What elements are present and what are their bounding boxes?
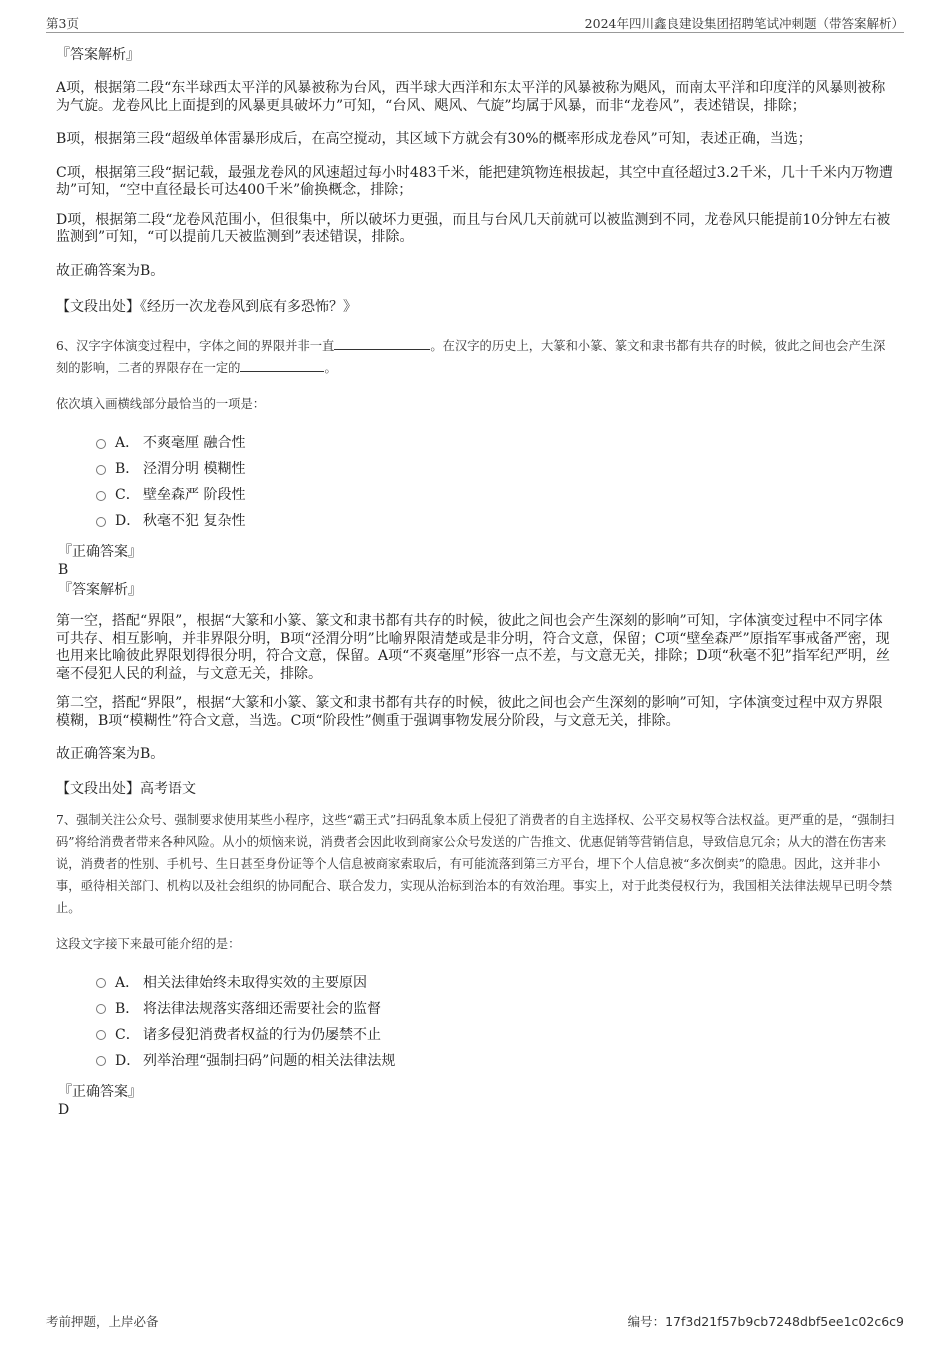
q6-prompt: 依次填入画横线部分最恰当的一项是： bbox=[56, 397, 266, 411]
footer-code bbox=[628, 1312, 904, 1330]
q7-prompt: 这段文字接下来最可能介绍的是： bbox=[56, 936, 241, 951]
q6-options bbox=[96, 429, 896, 533]
q6-stem bbox=[56, 335, 896, 379]
q7-option-a[interactable]: A． 相关法律始终未取得实效的主要原因 bbox=[96, 969, 896, 995]
footer-slogan: 考前押题，上岸必备 bbox=[46, 1314, 159, 1329]
q6-blank-1 bbox=[334, 337, 430, 350]
q7-option-d[interactable]: D． 列举治理“强制扫码”问题的相关法律法规 bbox=[96, 1047, 896, 1073]
q6-correct-answer: B bbox=[58, 562, 69, 578]
q7-stem: 7、强制关注公众号、强制要求使用某些小程序，这些“霸王式”扫码乱象本质上侵犯了消费者的自主选择权、公平交易权等合法权益。更严重的是，“强制扫码”将给消费者带来各种风险。从小的烦恼来说，消费者会因此收到商家公众号发送的广告推文、优惠促销等营销信息，导致信息冗余；从大的潜在伤害来说，消费者的性别、手机号、生日甚至身份证等个人信息被商家索取后，有可能流落到第三方平台，埋下个人信息被“多次倒卖”的隐患。因此，这并非小事，亟待相关部门、机构以及社会组织的协同配合、联合发力，实现从治标到治本的有效治理。事实上，对于此类侵权行为，我国相关法律法规早已明令禁止。 bbox=[56, 812, 895, 915]
q6-source: 【文段出处】高考语文 bbox=[56, 780, 196, 797]
q6-analysis-1: 第一空，搭配“界限”，根据“大篆和小篆、篆文和隶书都有共存的时候，彼此之间也会产生深刻的影响”可知，字体演变过程中不同字体可共存、相互影响，并非界限分明，B项“泾渭分明”比喻界限清楚或是非分明，符合文意，保留；C项“壁垒森严”原指军事戒备严密，现也用来比喻彼此界限划得很分明，符合文意，保留。A项“不爽毫厘”形容一点不差，与文意无关，排除；D项“秋毫不犯”指军纪严明，丝毫不侵犯人民的利益，与文意无关，排除。 bbox=[56, 613, 890, 682]
radio-icon[interactable] bbox=[96, 1056, 106, 1066]
prev-analysis-b: B项，根据第三段“超级单体雷暴形成后，在高空搅动，其区域下方就会有30%的概率形成龙卷风”可知，表述正确，当选； bbox=[56, 131, 812, 147]
prev-analysis-a: A项，根据第二段“东半球西太平洋的风暴被称为台风，西半球大西洋和东太平洋的风暴被称为飓风，而南太平洋和印度洋的风暴则被称为气旋。龙卷风比上面提到的风暴更具破坏力”可知，“台风、飓风、气旋”均属于风暴，而非“龙卷风”，表述错误，排除； bbox=[56, 80, 886, 114]
q6-analysis-label: 『答案解析』 bbox=[58, 582, 142, 598]
q6-analysis-2: 第二空，搭配“界限”，根据“大篆和小篆、篆文和隶书都有共存的时候，彼此之间也会产生深刻的影响”可知，字体演变过程中双方界限模糊，B项“模糊性”符合文意，当选。C项“阶段性”侧重于强调事物发展分阶段，与文意无关，排除。 bbox=[56, 695, 883, 729]
q6-correct-label: 『正确答案』 bbox=[58, 544, 142, 560]
radio-icon[interactable] bbox=[96, 491, 106, 501]
radio-icon[interactable] bbox=[96, 1004, 106, 1014]
prev-analysis-label: 『答案解析』 bbox=[56, 47, 140, 63]
prev-source: 【文段出处】《经历一次龙卷风到底有多恐怖？》 bbox=[56, 299, 357, 315]
radio-icon[interactable] bbox=[96, 978, 106, 988]
footer-code-label: 编号： bbox=[627, 1314, 666, 1329]
q6-stem-part3: 。 bbox=[324, 361, 337, 375]
document-title: 2024年四川鑫良建设集团招聘笔试冲刺题（带答案解析） bbox=[584, 16, 904, 31]
q6-stem-part1: 6、汉字字体演变过程中，字体之间的界限并非一直 bbox=[56, 339, 335, 353]
q7-options bbox=[96, 969, 896, 1073]
q7-option-c[interactable]: C． 诸多侵犯消费者权益的行为仍屡禁不止 bbox=[96, 1021, 896, 1047]
q6-option-b[interactable]: B． 泾渭分明 模糊性 bbox=[96, 455, 896, 481]
q6-stem-part2: 。在汉字的历史上，大篆和小篆、篆文和隶书都有共存的时候，彼此之间也会产生深刻的影响，二者的界限存在一定的 bbox=[56, 339, 886, 375]
q7-option-b[interactable]: B． 将法律法规落实落细还需要社会的监督 bbox=[96, 995, 896, 1021]
q6-blank-2 bbox=[240, 359, 324, 372]
q6-option-d[interactable]: D． 秋毫不犯 复杂性 bbox=[96, 507, 896, 533]
radio-icon[interactable] bbox=[96, 439, 106, 449]
radio-icon[interactable] bbox=[96, 517, 106, 527]
q7-correct-label: 『正确答案』 bbox=[58, 1083, 142, 1100]
q6-conclusion: 故正确答案为B。 bbox=[56, 746, 165, 762]
footer-code-value: 17f3d21f57b9cb7248dbf5ee1c02c6c9 bbox=[665, 1314, 904, 1329]
prev-conclusion: 故正确答案为B。 bbox=[56, 262, 165, 279]
radio-icon[interactable] bbox=[96, 1030, 106, 1040]
page-content bbox=[56, 44, 896, 1119]
radio-icon[interactable] bbox=[96, 465, 106, 475]
q6-option-c[interactable]: C． 壁垒森严 阶段性 bbox=[96, 481, 896, 507]
q6-option-a[interactable]: A． 不爽毫厘 融合性 bbox=[96, 429, 896, 455]
prev-analysis-d: D项，根据第二段“龙卷风范围小，但很集中，所以破坏力更强，而且与台风几天前就可以被监测到不同，龙卷风只能提前10分钟左右被监测到”可知，“可以提前几天被监测到”表述错误，排除。 bbox=[56, 211, 891, 245]
prev-analysis-c: C项，根据第三段“据记载，最强龙卷风的风速超过每小时483千米，能把建筑物连根拔起，其空中直径超过3.2千米，几十千米内万物遭劫”可知，“空中直径最长可达400千米”偷换概念，排除； bbox=[56, 164, 893, 198]
page-footer bbox=[46, 1312, 904, 1332]
page-number: 第3页 bbox=[46, 16, 79, 31]
page-header bbox=[46, 12, 904, 33]
q7-correct-answer: D bbox=[58, 1101, 70, 1118]
